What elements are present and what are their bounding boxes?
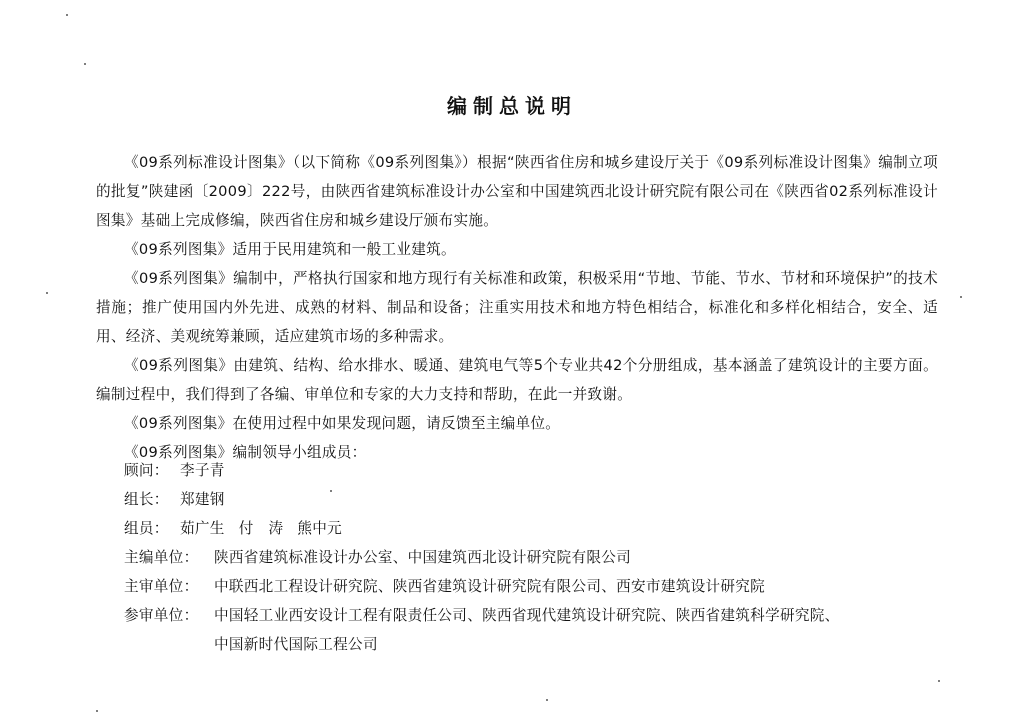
scan-speck [546, 699, 548, 701]
scan-speck [66, 14, 68, 16]
member-name: 付 涛 [238, 520, 284, 537]
roster-participating-unit-continued [214, 630, 378, 659]
scan-speck [84, 63, 86, 65]
scan-speck [46, 292, 48, 294]
paragraph-feedback: 《09系列图集》在使用过程中如果发现问题，请反馈至主编单位。 [124, 415, 561, 432]
advisor-name: 李子青 [180, 462, 225, 479]
members-label: 组员： [124, 520, 169, 537]
scan-speck [330, 490, 332, 492]
paragraph-intro: 《09系列标准设计图集》（以下简称《09系列图集》）根据“陕西省住房和城乡建设厅关于《09系列标准设计图集》编制立项的批复”陕建函〔2009〕222号，由陕西省建筑标准设计办公室和中国建筑西北设计研究院有限公司在《陕西省02系列标准设计图集》基础上完成修编，陕西省住房和城乡建设厅颁布实施。 [96, 154, 938, 229]
roster-chief-unit [124, 543, 631, 572]
chief-unit-names: 陕西省建筑标准设计办公室、中国建筑西北设计研究院有限公司 [214, 549, 632, 566]
review-unit-label: 主审单位： [124, 578, 199, 595]
scan-speck [960, 296, 962, 298]
participating-unit-names: 中国轻工业西安设计工程有限责任公司、陕西省现代建筑设计研究院、陕西省建筑科学研究院、 [214, 607, 840, 624]
leader-name: 郑建钢 [180, 491, 225, 508]
participating-unit-names-continued: 中国新时代国际工程公司 [214, 636, 378, 653]
roster-participating-unit [124, 601, 840, 630]
member-name: 熊中元 [297, 520, 343, 537]
paragraph-principles: 《09系列图集》编制中，严格执行国家和地方现行有关标准和政策，积极采用“节地、节能、节水、节材和环境保护”的技术措施；推广使用国内外先进、成熟的材料、制品和设备；注重实用技术和地方特色相结合，标准化和多样化相结合，安全、适用、经济、美观统筹兼顾，适应建筑市场的多种需求。 [96, 270, 938, 345]
advisor-label: 顾问： [124, 462, 169, 479]
scan-speck [96, 710, 98, 712]
paragraph-scope: 《09系列图集》适用于民用建筑和一般工业建筑。 [124, 241, 456, 258]
roster-review-unit [124, 572, 765, 601]
member-name: 茹广生 [180, 520, 225, 537]
chief-unit-label: 主编单位： [124, 549, 199, 566]
roster-members [124, 514, 356, 543]
roster-leader [124, 485, 225, 514]
review-unit-names: 中联西北工程设计研究院、陕西省建筑设计研究院有限公司、西安市建筑设计研究院 [214, 578, 766, 595]
scan-speck [938, 680, 940, 682]
participating-unit-label: 参审单位： [124, 607, 199, 624]
leader-label: 组长： [124, 491, 169, 508]
roster-advisor [124, 456, 225, 485]
paragraph-composition: 《09系列图集》由建筑、结构、给水排水、暖通、建筑电气等5个专业共42个分册组成，基本涵盖了建筑设计的主要方面。编制过程中，我们得到了各编、审单位和专家的大力支持和帮助，在此一并致谢。 [96, 357, 938, 403]
paragraph-group-heading: 《09系列图集》编制领导小组成员： [124, 444, 367, 461]
page-title: 编制总说明 [447, 94, 577, 118]
